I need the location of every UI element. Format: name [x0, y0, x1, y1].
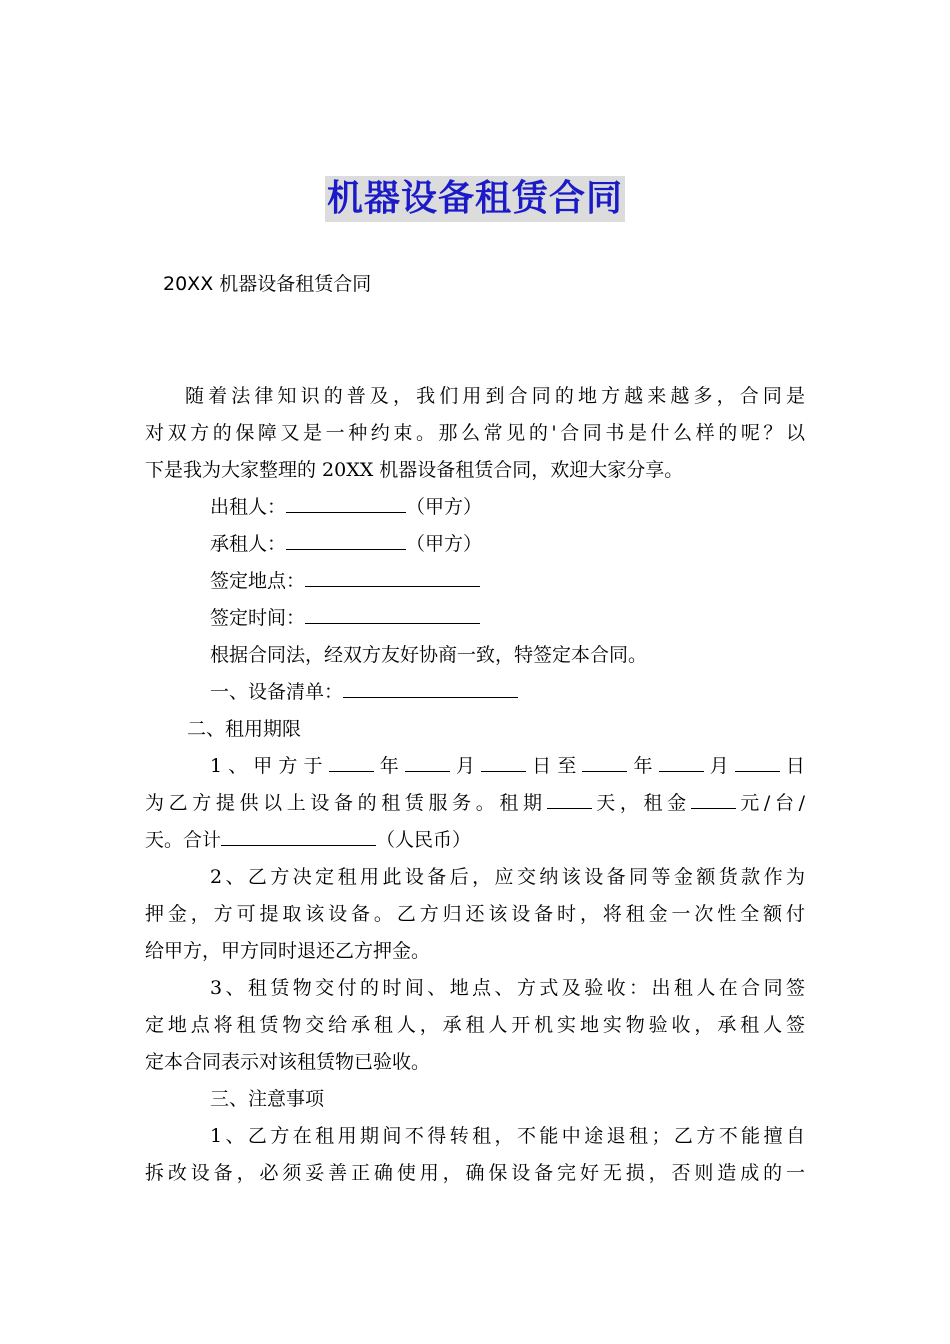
blank	[481, 749, 526, 772]
basis-line: 根据合同法，经双方友好协商一致，特签定本合同。	[210, 644, 648, 666]
text-run: 年	[627, 755, 659, 777]
sec1-label: 一、设备清单：	[210, 681, 344, 703]
text-run: 天，租金	[591, 792, 691, 814]
text-run: 年	[373, 755, 405, 777]
lessor-suffix: （甲方）	[406, 496, 483, 518]
text-run: 日至	[526, 755, 583, 777]
lessor-field	[145, 489, 805, 526]
text-run: 月	[703, 755, 735, 777]
blank	[659, 749, 704, 772]
blank	[547, 786, 592, 809]
blank	[582, 749, 627, 772]
document-title: 机器设备租赁合同	[325, 176, 625, 222]
blank	[329, 749, 374, 772]
place-label: 签定地点：	[210, 570, 306, 592]
text-run: 日	[779, 755, 805, 777]
lessee-blank	[286, 527, 406, 550]
document-body	[145, 378, 805, 1192]
sec2-item2-line3: 给甲方，甲方同时退还乙方押金。	[145, 940, 431, 962]
blank	[221, 823, 376, 846]
blank	[735, 749, 780, 772]
blank	[691, 786, 736, 809]
time-label: 签定时间：	[210, 607, 306, 629]
text-run: 天。合计	[145, 829, 222, 851]
place-field	[145, 563, 805, 600]
sec2-item1-line3	[145, 822, 805, 859]
section-2-title: 二、租用期限	[187, 718, 302, 740]
sec2-item1-line1	[145, 748, 805, 785]
sec2-item3-line1: 3、租赁物交付的时间、地点、方式及验收：出租人在合同签	[210, 977, 805, 999]
lessor-label: 出租人：	[210, 496, 287, 518]
lessee-suffix: （甲方）	[406, 533, 483, 555]
text-run: 1、甲方于	[210, 755, 329, 777]
sec3-item1-line2: 拆改设备，必须妥善正确使用，确保设备完好无损，否则造成的一	[145, 1162, 805, 1184]
sec2-item2-line1: 2、乙方决定租用此设备后，应交纳该设备同等金额货款作为	[210, 866, 805, 888]
place-blank	[305, 564, 480, 587]
sec2-item3-line3: 定本合同表示对该租赁物已验收。	[145, 1051, 431, 1073]
intro-line-1: 随着法律知识的普及，我们用到合同的地方越来越多，合同是	[185, 385, 805, 407]
sec2-item3-line2: 定地点将租赁物交给承租人，承租人开机实地实物验收，承租人签	[145, 1014, 805, 1036]
intro-line-3: 下是我为大家整理的 20XX 机器设备租赁合同，欢迎大家分享。	[145, 459, 684, 481]
document-subtitle: 20XX 机器设备租赁合同	[163, 273, 372, 295]
sec2-item2-line2: 押金，方可提取该设备。乙方归还该设备时，将租金一次性全额付	[145, 903, 805, 925]
text-run: 元/台/	[735, 792, 805, 814]
text-run: 为乙方提供以上设备的租赁服务。租期	[145, 792, 547, 814]
lessee-field	[145, 526, 805, 563]
equipment-list-field	[145, 674, 805, 711]
time-blank	[305, 601, 480, 624]
text-run: 月	[449, 755, 482, 777]
sec3-item1-line1: 1、乙方在租用期间不得转租，不能中途退租；乙方不能擅自	[210, 1125, 805, 1147]
time-field	[145, 600, 805, 637]
text-run: （人民币）	[376, 829, 472, 851]
sec2-item1-line2	[145, 785, 805, 822]
lessor-blank	[286, 490, 406, 513]
blank	[405, 749, 450, 772]
title-container	[0, 176, 950, 222]
intro-line-2: 对双方的保障又是一种约束。那么常见的'合同书是什么样的呢？以	[145, 422, 805, 444]
section-3-title: 三、注意事项	[210, 1088, 325, 1110]
lessee-label: 承租人：	[210, 533, 287, 555]
equipment-list-blank	[343, 675, 518, 698]
